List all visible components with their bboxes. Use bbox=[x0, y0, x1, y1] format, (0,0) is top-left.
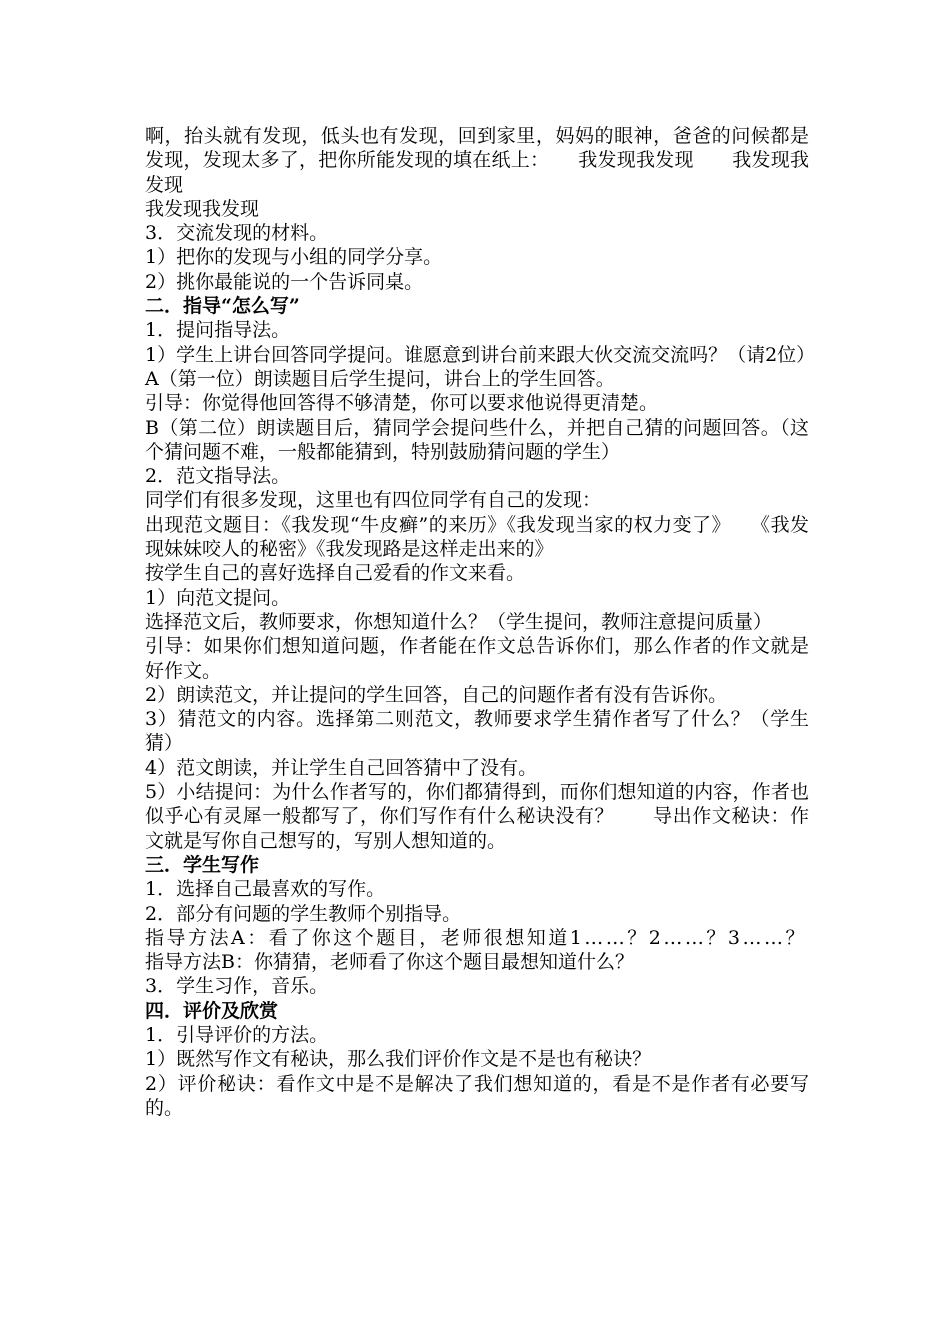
paragraph: 3）猜范文的内容。选择第二则范文，教师要求学生猜作者写了什么？（学生猜） bbox=[145, 708, 809, 755]
paragraph: 出现范文题目：《我发现“牛皮癣”的来历》《我发现当家的权力变了》 《我发现妹妹咬人的秘密》《我发现路是这样走出来的》 bbox=[145, 513, 809, 561]
paragraph: A（第一位）朗读题目后学生提问，讲台上的学生回答。 bbox=[145, 367, 615, 390]
paragraph: 1）把你的发现与小组的同学分享。 bbox=[145, 246, 443, 269]
paragraph: 啊，抬头就有发现，低头也有发现，回到家里，妈妈的眼神，爸爸的问候都是发现，发现太多了，把你所能发现的填在纸上： 我发现我发现 我发现我发现 bbox=[145, 125, 809, 196]
paragraph: 2）评价秘诀：看作文中是不是解决了我们想知道的，看是不是作者有必要写的。 bbox=[145, 1072, 809, 1119]
paragraph: 3．交流发现的材料。 bbox=[145, 222, 329, 245]
paragraph: 1）向范文提问。 bbox=[145, 586, 291, 609]
paragraph: 我发现我发现 bbox=[145, 197, 260, 220]
document-body bbox=[145, 124, 816, 1120]
paragraph: 选择范文后，教师要求，你想知道什么？（学生提问，教师注意提问质量） bbox=[145, 610, 773, 633]
paragraph: B（第二位）朗读题目后，猜同学会提问些什么，并把自己猜的问题回答。（这个猜问题不难，一般都能猜到，特别鼓励猜问题的学生） bbox=[145, 416, 809, 463]
paragraph: 按学生自己的喜好选择自己爱看的作文来看。 bbox=[145, 562, 526, 585]
paragraph: 1．选择自己最喜欢的写作。 bbox=[145, 878, 386, 901]
paragraph: 引导：你觉得他回答得不够清楚，你可以要求他说得更清楚。 bbox=[145, 392, 659, 415]
section-heading: 二．指导“怎么写” bbox=[145, 295, 300, 318]
paragraph: 1．提问指导法。 bbox=[145, 319, 291, 342]
paragraph: 5）小结提问：为什么作者写的，你们都猜得到，而你们想知道的内容，作者也似乎心有灵犀一般都写了，你们写作有什么秘诀没有？ 导出作文秘诀：作文就是写你自己想写的，写别人想知道的。 bbox=[145, 781, 809, 852]
paragraph: 指导方法B：你猜猜，老师看了你这个题目最想知道什么？ bbox=[145, 951, 634, 974]
paragraph: 指导方法A：看了你这个题目，老师很想知道1……？2……？3……？ bbox=[145, 926, 807, 949]
paragraph: 1）学生上讲台回答同学提问。谁愿意到讲台前来跟大伙交流交流吗？（请2位） bbox=[145, 343, 816, 366]
paragraph: 1）既然写作文有秘诀，那么我们评价作文是不是也有秘诀？ bbox=[145, 1048, 652, 1071]
paragraph: 4）范文朗读，并让学生自己回答猜中了没有。 bbox=[145, 756, 538, 779]
paragraph: 同学们有很多发现，这里也有四位同学有自己的发现： bbox=[145, 489, 602, 512]
paragraph: 3．学生习作，音乐。 bbox=[145, 975, 329, 998]
paragraph: 2．范文指导法。 bbox=[145, 465, 291, 488]
paragraph: 引导：如果你们想知道问题，作者能在作文总告诉你们，那么作者的作文就是好作文。 bbox=[145, 635, 809, 682]
paragraph: 1．引导评价的方法。 bbox=[145, 1023, 329, 1046]
paragraph: 2．部分有问题的学生教师个别指导。 bbox=[145, 902, 462, 925]
paragraph: 2）挑你最能说的一个告诉同桌。 bbox=[145, 270, 424, 293]
section-heading: 三．学生写作 bbox=[145, 853, 260, 876]
paragraph: 2）朗读范文，并让提问的学生回答，自己的问题作者有没有告诉你。 bbox=[145, 683, 728, 706]
section-heading: 四．评价及欣赏 bbox=[145, 999, 279, 1022]
